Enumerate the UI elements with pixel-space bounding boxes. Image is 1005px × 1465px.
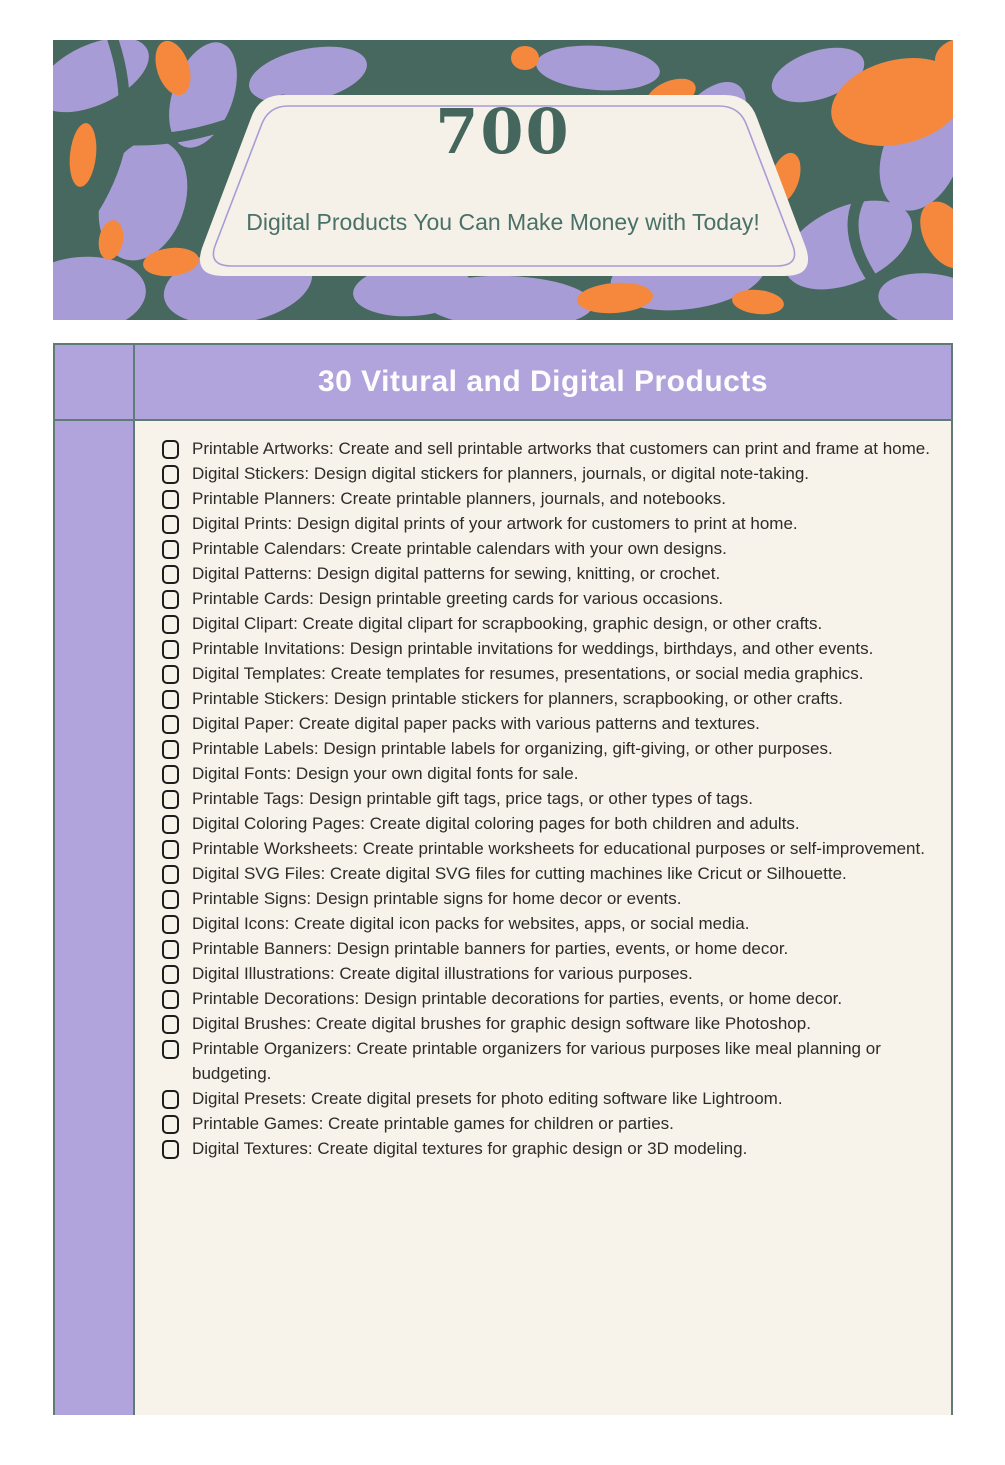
checkbox[interactable] [162, 815, 179, 834]
checklist [160, 436, 931, 1161]
checklist-item-text: Digital Templates: Create templates for resumes, presentations, or social media graphics. [192, 664, 864, 683]
checklist-item-text: Printable Organizers: Create printable organizers for various purposes like meal planning or budgeting. [192, 1039, 881, 1083]
checklist-item [160, 1036, 931, 1086]
checklist-item-text: Digital Paper: Create digital paper packs with various patterns and textures. [192, 714, 760, 733]
checklist-item [160, 711, 931, 736]
checklist-item-text: Digital Clipart: Create digital clipart for scrapbooking, graphic design, or other crafts. [192, 614, 823, 633]
checklist-item [160, 786, 931, 811]
checklist-item [160, 1136, 931, 1161]
checklist-item [160, 436, 931, 461]
checkbox[interactable] [162, 515, 179, 534]
badge-subtitle: Digital Products You Can Make Money with Today! [246, 209, 760, 235]
checklist-item [160, 536, 931, 561]
checklist-item-text: Printable Signs: Design printable signs for home decor or events. [192, 889, 682, 908]
checklist-item [160, 586, 931, 611]
checklist-item-text: Printable Invitations: Design printable invitations for weddings, birthdays, and other events. [192, 639, 874, 658]
checkbox[interactable] [162, 540, 179, 559]
checklist-item-text: Digital Stickers: Design digital stickers for planners, journals, or digital note-taking. [192, 464, 809, 483]
checkbox[interactable] [162, 1015, 179, 1034]
table-body-cell [135, 421, 951, 1415]
table-body-left-cell [55, 421, 135, 1415]
checklist-item-text: Digital Patterns: Design digital patterns for sewing, knitting, or crochet. [192, 564, 721, 583]
checkbox[interactable] [162, 715, 179, 734]
table-header-left-cell [55, 345, 135, 421]
checklist-item-text: Digital Illustrations: Create digital illustrations for various purposes. [192, 964, 693, 983]
checklist-item-text: Printable Artworks: Create and sell printable artworks that customers can print and frame at home. [192, 439, 930, 458]
checklist-item-text: Printable Stickers: Design printable stickers for planners, scrapbooking, or other crafts. [192, 689, 844, 708]
checkbox[interactable] [162, 990, 179, 1009]
checklist-item [160, 961, 931, 986]
checklist-item [160, 911, 931, 936]
checkbox[interactable] [162, 1090, 179, 1109]
checklist-item [160, 1086, 931, 1111]
checklist-item-text: Printable Planners: Create printable planners, journals, and notebooks. [192, 489, 726, 508]
checklist-item [160, 761, 931, 786]
checklist-item-text: Printable Calendars: Create printable calendars with your own designs. [192, 539, 727, 558]
checklist-item-text: Digital Brushes: Create digital brushes for graphic design software like Photoshop. [192, 1014, 811, 1033]
checklist-item [160, 636, 931, 661]
table-title: 30 Vitural and Digital Products [317, 365, 769, 398]
checkbox[interactable] [162, 490, 179, 509]
checkbox[interactable] [162, 1140, 179, 1159]
checklist-item-text: Digital Textures: Create digital textures for graphic design or 3D modeling. [192, 1139, 748, 1158]
checkbox[interactable] [162, 565, 179, 584]
checklist-item-text: Printable Labels: Design printable labels for organizing, gift-giving, or other purposes. [192, 739, 833, 758]
banner [53, 40, 953, 320]
badge [193, 40, 813, 320]
checkbox[interactable] [162, 690, 179, 709]
checkbox[interactable] [162, 840, 179, 859]
checklist-item [160, 661, 931, 686]
checkbox[interactable] [162, 965, 179, 984]
checklist-item [160, 686, 931, 711]
checklist-item [160, 1011, 931, 1036]
checkbox[interactable] [162, 740, 179, 759]
checklist-item [160, 736, 931, 761]
checkbox[interactable] [162, 765, 179, 784]
checklist-item [160, 461, 931, 486]
checkbox[interactable] [162, 1115, 179, 1134]
badge-number: 700 [435, 95, 571, 168]
checklist-item-text: Printable Decorations: Design printable decorations for parties, events, or home decor. [192, 989, 843, 1008]
checkbox[interactable] [162, 915, 179, 934]
checklist-item-text: Printable Worksheets: Create printable worksheets for educational purposes or self-improvement. [192, 839, 925, 858]
checklist-item-text: Digital Presets: Create digital presets for photo editing software like Lightroom. [192, 1089, 783, 1108]
checklist-item-text: Printable Tags: Design printable gift tags, price tags, or other types of tags. [192, 789, 753, 808]
checklist-item-text: Digital Prints: Design digital prints of your artwork for customers to print at home. [192, 514, 798, 533]
checklist-item [160, 1111, 931, 1136]
checklist-item [160, 886, 931, 911]
checkbox[interactable] [162, 465, 179, 484]
checkbox[interactable] [162, 615, 179, 634]
checkbox[interactable] [162, 865, 179, 884]
checklist-item-text: Digital Fonts: Design your own digital fonts for sale. [192, 764, 579, 783]
checklist-item-text: Digital SVG Files: Create digital SVG files for cutting machines like Cricut or Silhouette. [192, 864, 847, 883]
checklist-item [160, 861, 931, 886]
checklist-item-text: Digital Icons: Create digital icon packs for websites, apps, or social media. [192, 914, 750, 933]
checkbox[interactable] [162, 1040, 179, 1059]
checklist-item [160, 811, 931, 836]
checkbox[interactable] [162, 790, 179, 809]
checkbox[interactable] [162, 590, 179, 609]
checklist-item-text: Printable Games: Create printable games for children or parties. [192, 1114, 674, 1133]
checkbox[interactable] [162, 640, 179, 659]
checklist-item [160, 611, 931, 636]
table-header-cell [135, 345, 951, 421]
products-table [53, 343, 953, 1415]
checklist-item [160, 486, 931, 511]
checkbox[interactable] [162, 940, 179, 959]
checklist-item [160, 936, 931, 961]
checkbox[interactable] [162, 890, 179, 909]
checklist-item-text: Printable Banners: Design printable banners for parties, events, or home decor. [192, 939, 789, 958]
checkbox[interactable] [162, 440, 179, 459]
checklist-item [160, 986, 931, 1011]
checklist-item-text: Printable Cards: Design printable greeting cards for various occasions. [192, 589, 724, 608]
checklist-item [160, 561, 931, 586]
checklist-item-text: Digital Coloring Pages: Create digital coloring pages for both children and adults. [192, 814, 800, 833]
checklist-item [160, 836, 931, 861]
checkbox[interactable] [162, 665, 179, 684]
checklist-item [160, 511, 931, 536]
